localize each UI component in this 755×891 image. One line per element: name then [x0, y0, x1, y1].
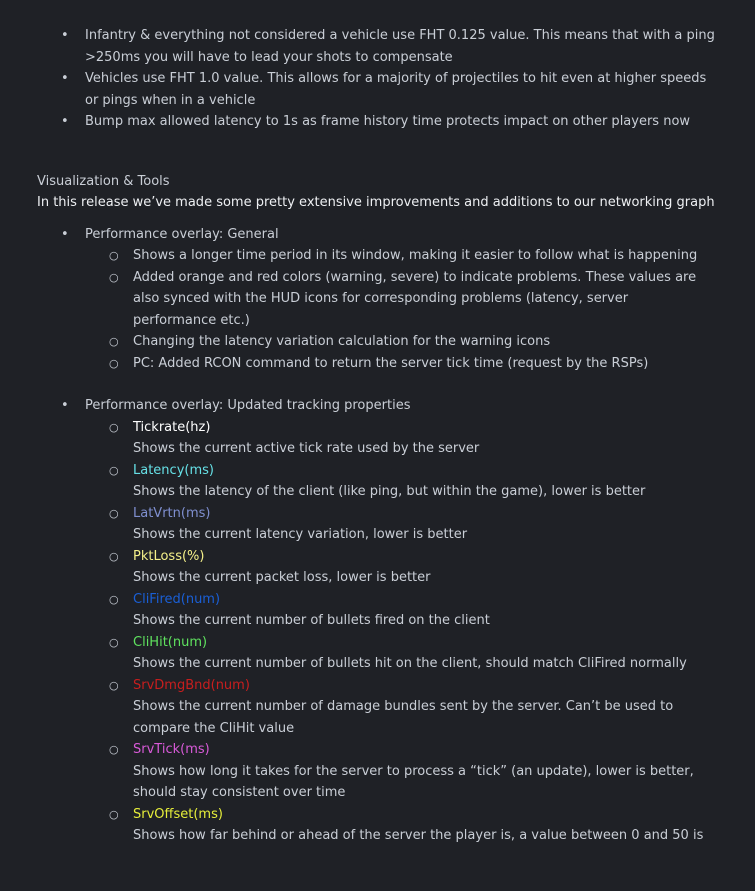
property-name: Tickrate(hz) [133, 419, 211, 435]
frame-history-list [37, 25, 755, 133]
tracking-sublist [85, 417, 715, 847]
property-name: SrvDmgBnd(num) [133, 677, 250, 693]
sub-list-item: ○ Shows a longer time period in its window, making it easier to follow what is happening [85, 245, 715, 267]
sub-list-item: ○ Changing the latency variation calculation for the warning icons [85, 331, 715, 353]
list-item: • Vehicles use FHT 1.0 value. This allows for a majority of projectiles to hit even at higher speeds or pings when in a vehicle [37, 68, 755, 111]
general-sublist [85, 245, 715, 374]
general-label: Performance overlay: General [85, 226, 279, 242]
list-item: • Bump max allowed latency to 1s as frame history time protects impact on other players now [37, 111, 755, 133]
property-name: SrvOffset(ms) [133, 806, 223, 822]
property-description: Shows the current packet loss, lower is better [133, 570, 431, 585]
property-description: Shows the latency of the client (like ping, but within the game), lower is better [133, 484, 646, 499]
circle-bullet-icon: ○ [109, 249, 119, 262]
tracking-label: Performance overlay: Updated tracking properties [85, 398, 411, 413]
property-item [85, 632, 715, 675]
bullet-icon: • [61, 398, 69, 413]
property-description: Shows how long it takes for the server to process a “tick” (an update), lower is better, should stay consistent over time [133, 763, 694, 800]
circle-bullet-icon: ○ [109, 635, 119, 649]
property-name: CliFired(num) [133, 591, 221, 607]
circle-bullet-icon: ○ [109, 270, 119, 284]
circle-bullet-icon: ○ [109, 335, 119, 348]
property-item [85, 675, 715, 740]
spacer [37, 374, 755, 395]
bullet-icon: • [61, 71, 69, 86]
bullet-icon: • [61, 114, 69, 129]
property-item [85, 417, 715, 460]
circle-bullet-icon: ○ [109, 356, 119, 370]
property-description: Shows the current number of bullets fired on the client [133, 613, 490, 628]
circle-bullet-icon: ○ [109, 807, 119, 821]
property-name: CliHit(num) [133, 634, 208, 650]
property-item [85, 589, 715, 632]
property-description: Shows how far behind or ahead of the server the player is, a value between 0 and 50 is [133, 828, 704, 843]
property-item [85, 546, 715, 589]
list-item-tracking [37, 395, 755, 847]
property-description: Shows the current number of bullets hit on the client, should match CliFired normally [133, 656, 687, 671]
property-item [85, 739, 715, 804]
list-item-general [37, 224, 755, 375]
section-intro: In this release we’ve made some pretty extensive improvements and additions to our networking graph [37, 195, 715, 210]
property-description: Shows the current number of damage bundles sent by the server. Can’t be used to compare the CliHit value [133, 699, 674, 736]
circle-bullet-icon: ○ [109, 678, 119, 692]
circle-bullet-icon: ○ [109, 743, 119, 756]
property-item [85, 460, 715, 503]
sub-list-item: ○ PC: Added RCON command to return the server tick time (request by the RSPs) [85, 353, 715, 375]
property-name: SrvTick(ms) [133, 742, 210, 757]
overlay-list [37, 224, 755, 847]
circle-bullet-icon: ○ [109, 420, 119, 434]
property-description: Shows the current latency variation, lower is better [133, 527, 468, 542]
property-name: Latency(ms) [133, 462, 214, 478]
bullet-icon: • [61, 226, 69, 242]
property-name: PktLoss(%) [133, 548, 205, 564]
bullet-icon: • [61, 28, 69, 43]
sub-list-item: ○ Added orange and red colors (warning, severe) to indicate problems. These values are also synced with the HUD icons for corresponding problems (latency, server performance etc.) [85, 267, 715, 332]
list-item: • Infantry & everything not considered a vehicle use FHT 0.125 value. This means that with a ping >250ms you will have to lead your shots to compensate [37, 25, 755, 68]
property-name: LatVrtn(ms) [133, 505, 211, 521]
circle-bullet-icon: ○ [109, 549, 119, 563]
circle-bullet-icon: ○ [109, 506, 119, 520]
property-item [85, 804, 715, 847]
section-title: Visualization & Tools [37, 173, 170, 189]
property-item [85, 503, 715, 546]
property-description: Shows the current active tick rate used by the server [133, 441, 480, 456]
circle-bullet-icon: ○ [109, 592, 119, 606]
circle-bullet-icon: ○ [109, 463, 119, 477]
